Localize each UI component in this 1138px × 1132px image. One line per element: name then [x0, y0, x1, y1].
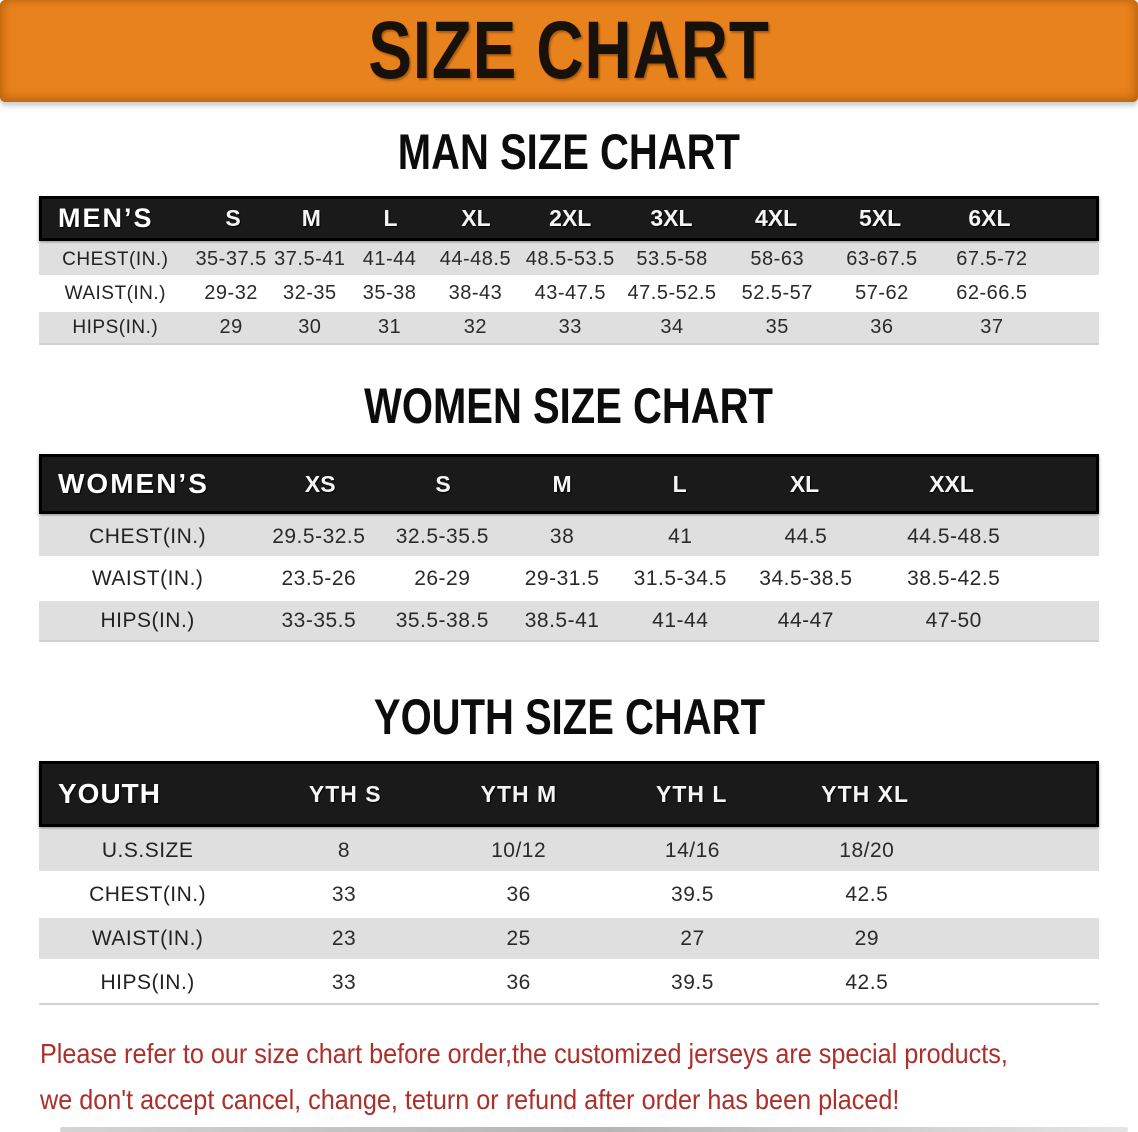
- cell: 47.5-52.5: [627, 282, 717, 304]
- column-header: XS: [304, 470, 336, 497]
- man-heading-text: MAN SIZE CHART: [397, 124, 741, 180]
- cell: 67.5-72: [956, 248, 1028, 270]
- table-row: [39, 918, 1099, 959]
- cell: 38.5-42.5: [907, 566, 1001, 590]
- cell: 52.5-57: [741, 282, 813, 304]
- women-table-title: WOMEN’S: [58, 468, 209, 499]
- cell: 37: [980, 316, 1004, 338]
- cell: 35: [765, 316, 789, 338]
- cell: 23.5-26: [281, 566, 357, 590]
- cell: 33: [331, 882, 357, 906]
- column-header: YTH L: [656, 780, 728, 807]
- cell: 44-48.5: [439, 248, 512, 270]
- column-header: 2XL: [549, 205, 592, 231]
- cell: 34: [660, 316, 684, 338]
- cell: 26-29: [414, 566, 471, 590]
- cell: 42.5: [845, 882, 889, 906]
- youth-size-table: [39, 761, 1099, 1005]
- row-label: CHEST(IN.): [62, 248, 169, 270]
- women-header-row: [39, 454, 1099, 514]
- cell: 29-32: [204, 282, 258, 304]
- cell: 10/12: [491, 838, 547, 862]
- cell: 41: [668, 524, 693, 548]
- cell: 29-31.5: [524, 566, 600, 590]
- column-header: S: [435, 470, 451, 497]
- cell: 36: [506, 882, 531, 906]
- men-header-row: [39, 196, 1099, 241]
- cell: 62-66.5: [956, 282, 1028, 304]
- column-header: YTH XL: [821, 780, 910, 807]
- cell: 31.5-34.5: [633, 566, 727, 590]
- table-row: [39, 517, 1099, 556]
- cell: 29.5-32.5: [272, 524, 366, 548]
- cell: 38: [549, 524, 575, 548]
- youth-table-title: YOUTH: [58, 778, 161, 809]
- row-label: WAIST(IN.): [91, 566, 204, 590]
- table-row: [39, 962, 1099, 1003]
- cell: 35-37.5: [195, 248, 267, 270]
- column-header: YTH M: [480, 780, 558, 807]
- size-chart-banner: [0, 0, 1138, 102]
- cell: 8: [337, 838, 351, 862]
- cell: 53.5-58: [636, 248, 708, 270]
- table-row: [39, 874, 1099, 915]
- cell: 27: [680, 926, 705, 950]
- cell: 35.5-38.5: [395, 608, 489, 632]
- column-header: YTH S: [308, 780, 382, 807]
- row-label: CHEST(IN.): [89, 882, 207, 906]
- women-heading-text: WOMEN SIZE CHART: [364, 378, 774, 434]
- column-header: S: [225, 205, 241, 231]
- cell: 25: [506, 926, 531, 950]
- cell: 42.5: [845, 970, 889, 994]
- row-label: HIPS(IN.): [100, 608, 195, 632]
- cell: 44-47: [777, 608, 834, 632]
- cell: 32: [463, 316, 488, 338]
- table-row: [39, 244, 1099, 275]
- cell: 32.5-35.5: [395, 524, 489, 548]
- cell: 35-38: [362, 282, 417, 304]
- cell: 32-35: [282, 282, 337, 304]
- youth-heading-text: YOUTH SIZE CHART: [373, 689, 765, 745]
- cell: 14/16: [664, 838, 720, 862]
- table-row: [39, 601, 1099, 640]
- women-section-heading: [0, 378, 1138, 434]
- column-header: M: [552, 470, 572, 497]
- row-label: HIPS(IN.): [100, 970, 195, 994]
- cell: 33: [558, 316, 582, 338]
- row-label: WAIST(IN.): [91, 926, 204, 950]
- cell: 34.5-38.5: [759, 566, 853, 590]
- cell: 18/20: [839, 838, 895, 862]
- cell: 39.5: [671, 970, 714, 994]
- cell: 23: [331, 926, 357, 950]
- cell: 39.5: [671, 882, 714, 906]
- row-label: CHEST(IN.): [89, 524, 207, 548]
- cell: 33: [331, 970, 357, 994]
- cell: 41-44: [652, 608, 709, 632]
- column-header: M: [301, 205, 321, 231]
- cell: 48.5-53.5: [525, 248, 615, 270]
- table-row: [39, 830, 1099, 871]
- row-label: WAIST(IN.): [64, 282, 167, 304]
- youth-header-row: [39, 761, 1099, 827]
- cell: 43-47.5: [534, 282, 606, 304]
- cell: 36: [870, 316, 894, 338]
- cell: 31: [377, 316, 402, 338]
- cell: 30: [298, 316, 322, 338]
- column-header: 3XL: [650, 205, 693, 231]
- women-size-table: [39, 454, 1099, 642]
- cell: 58-63: [750, 248, 805, 270]
- cell: 44.5-48.5: [907, 524, 1001, 548]
- disclaimer-line-2: we don't accept cancel, change, teturn or refund after order has been placed!: [40, 1084, 900, 1115]
- table-row: [39, 559, 1099, 598]
- cell: 29: [854, 926, 879, 950]
- table-row: [39, 278, 1099, 309]
- disclaimer: [0, 1031, 1138, 1123]
- column-header: 4XL: [754, 205, 798, 231]
- bottom-edge-shadow: [60, 1127, 1128, 1132]
- cell: 29: [219, 316, 243, 338]
- cell: 41-44: [362, 248, 417, 270]
- men-table-title: MEN’S: [58, 203, 154, 233]
- column-header: 5XL: [859, 205, 902, 231]
- cell: 38-43: [448, 282, 503, 304]
- column-header: L: [383, 205, 398, 231]
- banner-title: SIZE CHART: [368, 5, 770, 96]
- men-size-table: [39, 196, 1099, 345]
- cell: 37.5-41: [274, 248, 346, 270]
- column-header: XXL: [929, 470, 974, 497]
- table-row: [39, 312, 1099, 343]
- row-label: HIPS(IN.): [72, 316, 159, 338]
- column-header: L: [672, 470, 687, 497]
- row-label: U.S.SIZE: [101, 838, 194, 862]
- disclaimer-line-1: Please refer to our size chart before order,the customized jerseys are special products,: [40, 1038, 1008, 1069]
- cell: 36: [506, 970, 531, 994]
- column-header: XL: [789, 470, 820, 497]
- cell: 47-50: [925, 608, 982, 632]
- man-section-heading: [0, 124, 1138, 180]
- cell: 57-62: [855, 282, 909, 304]
- column-header: XL: [461, 205, 491, 231]
- cell: 44.5: [784, 524, 828, 548]
- column-header: 6XL: [968, 205, 1011, 231]
- youth-section-heading: [0, 689, 1138, 745]
- cell: 33-35.5: [281, 608, 357, 632]
- cell: 63-67.5: [846, 248, 918, 270]
- cell: 38.5-41: [524, 608, 600, 632]
